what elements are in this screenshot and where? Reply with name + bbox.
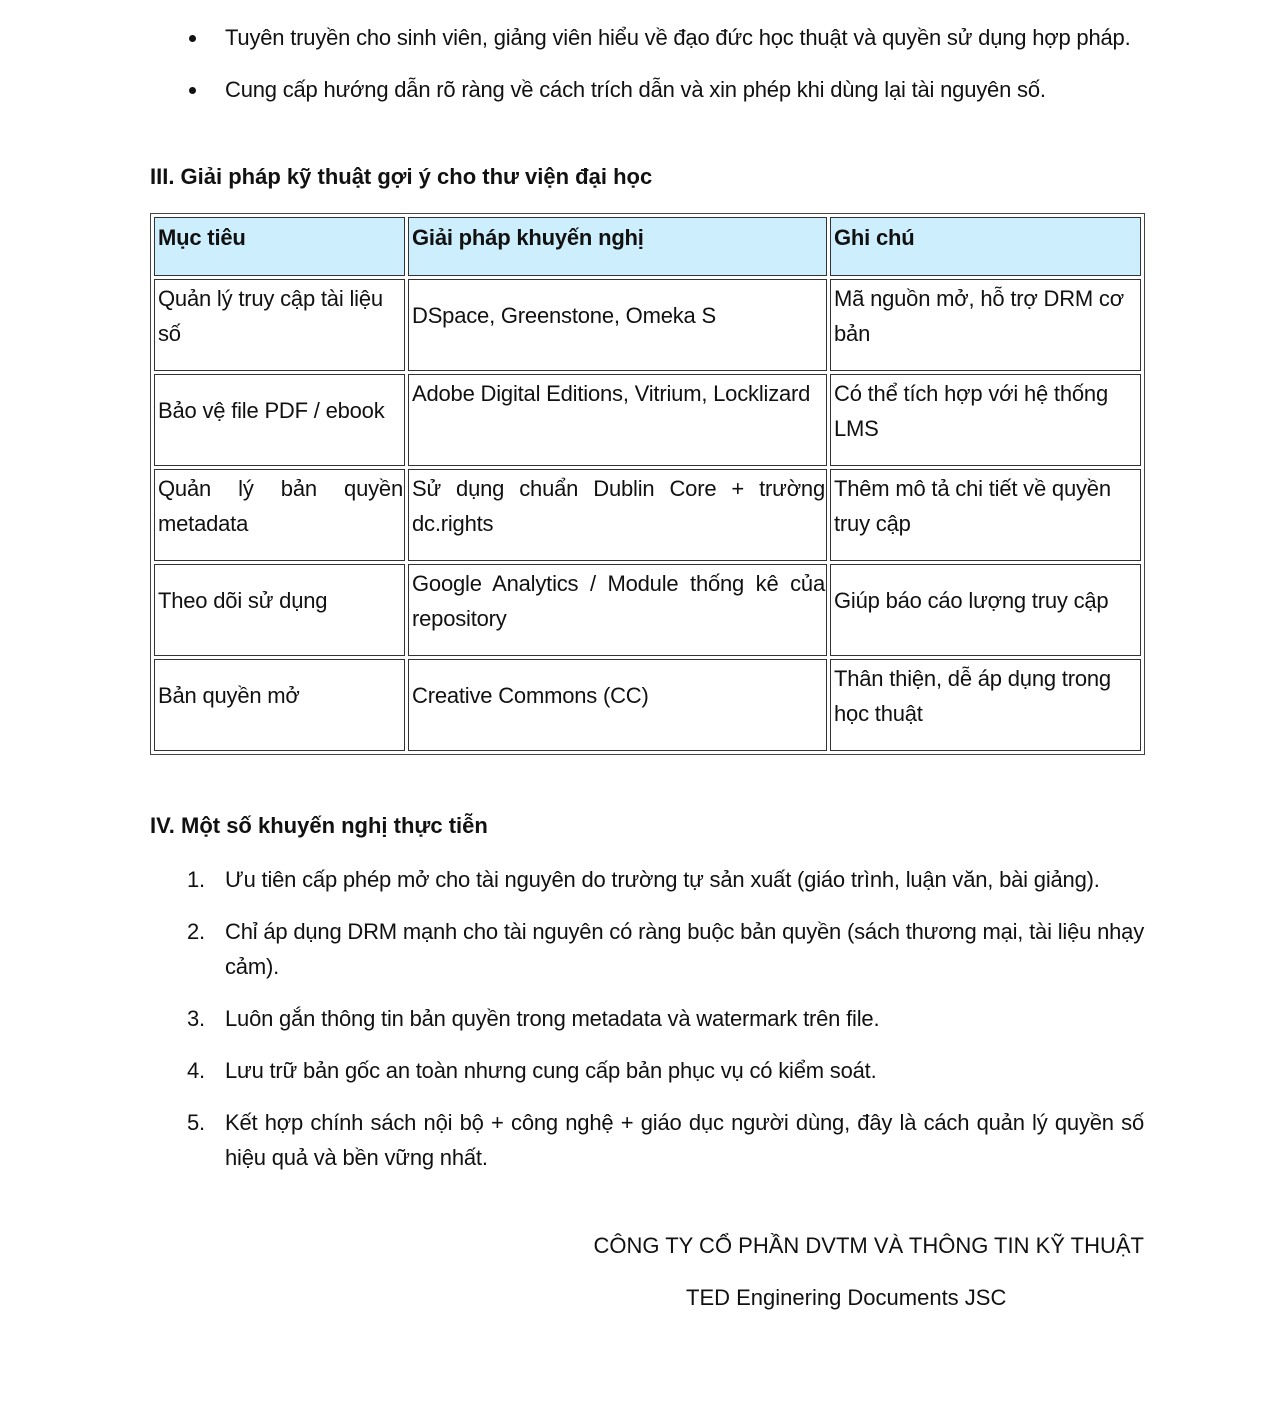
bullet-item [150, 72, 1144, 107]
list-text: Chỉ áp dụng DRM mạnh cho tài nguyên có ràng buộc bản quyền (sách thương mại, tài liệu nhạy cảm). [225, 919, 1144, 979]
table-row [154, 469, 1141, 561]
list-text: Ưu tiên cấp phép mở cho tài nguyên do trường tự sản xuất (giáo trình, luận văn, bài giảng). [225, 867, 1100, 892]
list-item [150, 914, 1144, 984]
table-cell: Google Analytics / Module thống kê của repository [408, 564, 827, 656]
list-item [150, 1053, 1144, 1088]
table-cell: Mã nguồn mở, hỗ trợ DRM cơ bản [830, 279, 1141, 371]
table-header-row [154, 217, 1141, 276]
table-cell: Theo dõi sử dụng [154, 564, 405, 656]
bullet-text: Tuyên truyền cho sinh viên, giảng viên hiểu về đạo đức học thuật và quyền sử dụng hợp pháp. [225, 25, 1131, 50]
table-cell: Thêm mô tả chi tiết về quyền truy cập [830, 469, 1141, 561]
header-cell-note: Ghi chú [830, 217, 1141, 276]
list-item [150, 1105, 1144, 1175]
table-cell: Bảo vệ file PDF / ebook [154, 374, 405, 466]
header-cell-goal: Mục tiêu [154, 217, 405, 276]
table-cell: DSpace, Greenstone, Omeka S [408, 279, 827, 371]
list-number: 3. [187, 1006, 205, 1031]
solutions-table [150, 213, 1145, 755]
list-number: 2. [187, 919, 205, 944]
table-cell: Quản lý truy cập tài liệu số [154, 279, 405, 371]
table-row [154, 564, 1141, 656]
table-row [154, 374, 1141, 466]
table-cell: Creative Commons (CC) [408, 659, 827, 751]
header-cell-solution: Giải pháp khuyến nghị [408, 217, 827, 276]
list-text: Kết hợp chính sách nội bộ + công nghệ + giáo dục người dùng, đây là cách quản lý quyền số hiệu quả và bền vững nhất. [225, 1110, 1144, 1170]
section-4-heading: IV. Một số khuyến nghị thực tiễn [150, 813, 488, 838]
list-text: Lưu trữ bản gốc an toàn nhưng cung cấp bản phục vụ có kiểm soát. [225, 1058, 877, 1083]
bullet-item [150, 20, 1144, 55]
signature-company-en: TED Enginering Documents JSC [686, 1285, 1007, 1310]
table-cell: Thân thiện, dễ áp dụng trong học thuật [830, 659, 1141, 751]
list-number: 4. [187, 1058, 205, 1083]
table-cell: Adobe Digital Editions, Vitrium, Locklizard [408, 374, 827, 466]
list-number: 5. [187, 1110, 205, 1135]
table-row [154, 659, 1141, 751]
table-row [154, 279, 1141, 371]
table-cell: Quản lý bản quyền metadata [154, 469, 405, 561]
table-cell: Giúp báo cáo lượng truy cập [830, 564, 1141, 656]
recommendation-list [150, 862, 1144, 1192]
table-cell: Bản quyền mở [154, 659, 405, 751]
signature-company-vi: CÔNG TY CỔ PHẦN DVTM VÀ THÔNG TIN KỸ THUẬT [593, 1233, 1144, 1258]
list-number: 1. [187, 867, 205, 892]
list-item [150, 1001, 1144, 1036]
bullet-dot-icon [189, 35, 196, 42]
bullet-text: Cung cấp hướng dẫn rõ ràng về cách trích dẫn và xin phép khi dùng lại tài nguyên số. [225, 77, 1046, 102]
list-text: Luôn gắn thông tin bản quyền trong metadata và watermark trên file. [225, 1006, 880, 1031]
section-3-heading: III. Giải pháp kỹ thuật gợi ý cho thư viện đại học [150, 164, 653, 189]
list-item [150, 862, 1144, 897]
bullet-list [150, 20, 1144, 124]
bullet-dot-icon [189, 87, 196, 94]
table-cell: Sử dụng chuẩn Dublin Core + trường dc.rights [408, 469, 827, 561]
table-cell: Có thể tích hợp với hệ thống LMS [830, 374, 1141, 466]
